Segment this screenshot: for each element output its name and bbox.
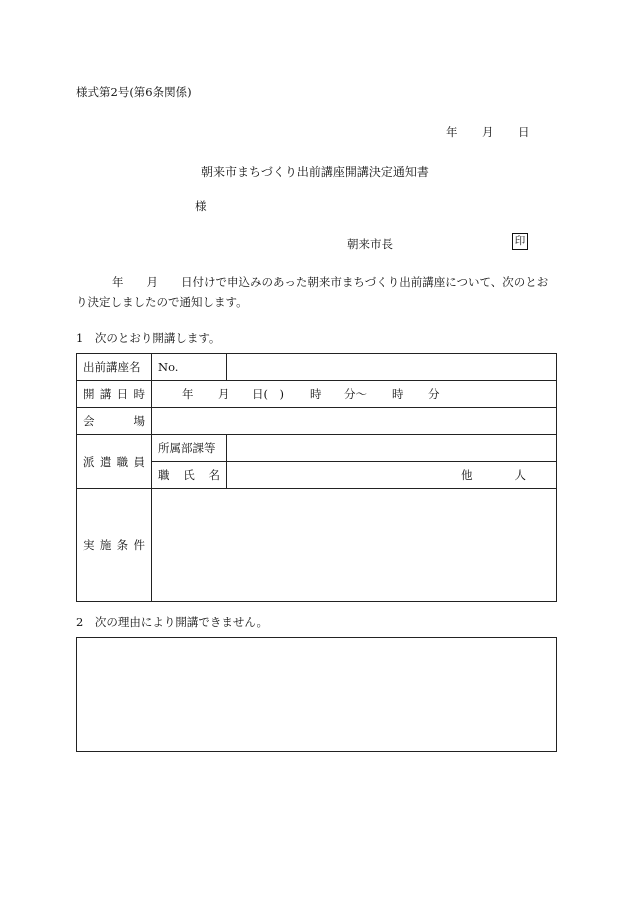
table-row: [77, 435, 557, 462]
document-title: 朝来市まちづくり出前講座開講決定通知書: [201, 165, 429, 179]
dept-value: [227, 435, 557, 462]
staff-label: 派 遣 職 員: [77, 435, 152, 489]
conditions-label: 実 施 条 件: [77, 489, 152, 602]
seal-mark: 印: [512, 233, 528, 250]
notice-body: 年 月 日付けで申込みのあった朝来市まちづくり出前講座について、次のとおり決定しましたので通知します。: [76, 275, 549, 309]
issue-date: [446, 124, 530, 140]
date-day: 日: [518, 125, 530, 139]
datetime-value: 年 月 日( ) 時 分〜 時 分: [152, 381, 557, 408]
table-row: [77, 354, 557, 381]
date-year: 年: [446, 125, 458, 139]
datetime-label: 開 講 日 時: [77, 381, 152, 408]
table-row: [77, 408, 557, 435]
section-2-heading: 2 次の理由により開講できません。: [76, 615, 269, 629]
table-row: [77, 381, 557, 408]
section-1-heading: 1 次のとおり開講します。: [76, 331, 221, 345]
conditions-value: [152, 489, 557, 602]
course-info-table: [76, 353, 557, 602]
venue-value: [152, 408, 557, 435]
name-label: 職 氏 名: [152, 462, 227, 489]
addressee: 様: [195, 199, 207, 213]
course-no-cell: No.: [152, 354, 227, 381]
course-name-label: 出前講座名: [77, 354, 152, 381]
reason-box: [76, 637, 557, 752]
venue-label: 会 場: [77, 408, 152, 435]
name-value: [227, 462, 557, 489]
others-label: 他: [461, 468, 473, 482]
form-number: 様式第2号(第6条関係): [76, 85, 192, 99]
issuer: 朝来市長: [347, 237, 393, 251]
table-row: [77, 489, 557, 602]
persons-label: 人: [514, 468, 526, 482]
dept-label: 所属部課等: [152, 435, 227, 462]
date-month: 月: [482, 125, 494, 139]
course-name-value: [227, 354, 557, 381]
